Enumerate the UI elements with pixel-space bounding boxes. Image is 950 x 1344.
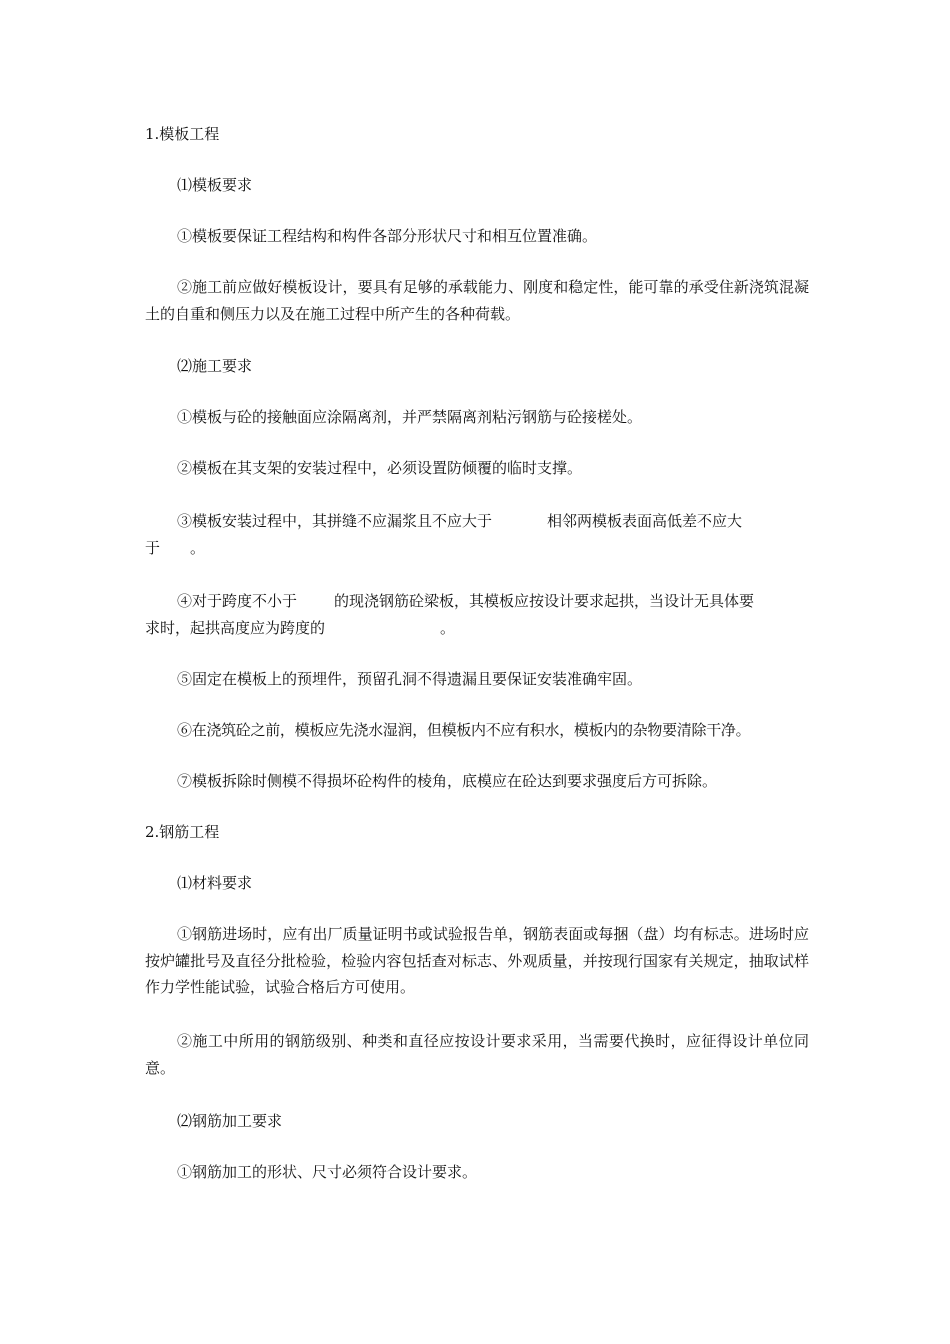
paragraph-item: ②施工前应做好模板设计，要具有足够的承载能力、刚度和稳定性，能可靠的承受住新浇筑混凝土的自重和侧压力以及在施工过程中所产生的各种荷载。: [145, 278, 809, 323]
section-heading-rebar: 2.钢筋工程: [145, 823, 220, 841]
paragraph-text: 相邻两模板表面高低差不应大: [547, 512, 743, 530]
paragraph-item: ⑦模板拆除时侧模不得损坏砼构件的棱角，底模应在砼达到要求强度后方可拆除。: [177, 772, 718, 790]
paragraph-item: ②模板在其支架的安装过程中，必须设置防倾覆的临时支撑。: [177, 459, 583, 477]
section-heading-formwork: 1.模板工程: [145, 125, 220, 143]
paragraph-text: 。: [190, 539, 206, 557]
subsection-heading-construction-requirements: ⑵施工要求: [177, 357, 253, 375]
subsection-heading-formwork-requirements: ⑴模板要求: [177, 176, 253, 194]
paragraph-item: ①钢筋进场时，应有出厂质量证明书或试验报告单，钢筋表面或每捆（盘）均有标志。进场时应按炉罐批号及直径分批检验，检验内容包括查对标志、外观质量，并按现行国家有关规定，抽取试样作力学性能试验，试验合格后方可使用。: [145, 925, 809, 996]
paragraph-text: 求时，起拱高度应为跨度的: [145, 619, 326, 637]
paragraph-text: 的现浇钢筋砼梁板，其模板应按设计要求起拱，当设计无具体要: [334, 592, 755, 610]
paragraph-text: 于: [145, 539, 161, 557]
paragraph-item: ②施工中所用的钢筋级别、种类和直径应按设计要求采用，当需要代换时，应征得设计单位同意。: [145, 1032, 809, 1077]
paragraph-item: ①模板要保证工程结构和构件各部分形状尺寸和相互位置准确。: [177, 227, 598, 245]
paragraph-item: ⑥在浇筑砼之前，模板应先浇水湿润，但模板内不应有积水，模板内的杂物要清除干净。: [177, 721, 751, 739]
paragraph-item: ①钢筋加工的形状、尺寸必须符合设计要求。: [177, 1163, 478, 1181]
paragraph-item: ①模板与砼的接触面应涂隔离剂，并严禁隔离剂粘污钢筋与砼接槎处。: [177, 408, 643, 426]
paragraph-text: ③模板安装过程中，其拼缝不应漏浆且不应大于: [177, 512, 493, 530]
subsection-heading-material-requirements: ⑴材料要求: [177, 874, 253, 892]
paragraph-text: 。: [440, 619, 456, 637]
paragraph-text: ④对于跨度不小于: [177, 592, 298, 610]
subsection-heading-rebar-processing: ⑵钢筋加工要求: [177, 1112, 283, 1130]
paragraph-item: ⑤固定在模板上的预埋件，预留孔洞不得遗漏且要保证安装准确牢固。: [177, 670, 643, 688]
